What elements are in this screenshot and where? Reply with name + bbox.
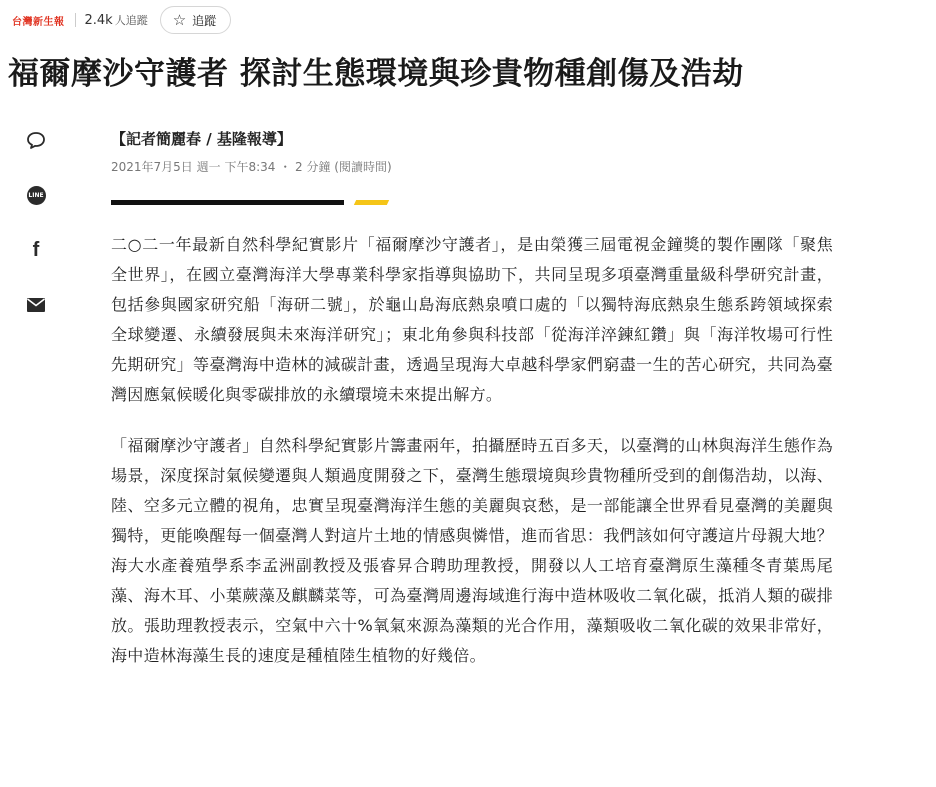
article-body (111, 230, 833, 692)
follow-button-label: 追蹤 (192, 13, 217, 28)
article-title: 福爾摩沙守護者 探討生態環境與珍貴物種創傷及浩劫 (8, 56, 744, 92)
share-sidebar (20, 124, 52, 344)
follower-label: 人追蹤 (114, 14, 148, 27)
line-icon: LINE (27, 186, 46, 205)
mail-icon (26, 297, 46, 313)
article-paragraph: 二○二一年最新自然科學紀實影片「福爾摩沙守護者」，是由榮獲三屆電視金鐘獎的製作團隊「聚焦全世界」，在國立臺灣海洋大學專業科學家指導與協助下，共同呈現多項臺灣重量級科學研究計畫，包括參與國家研究船「海研二號」，於龜山島海底熱泉噴口處的「以獨特海底熱泉生態系跨領域探索全球變遷、永續發展與未來海洋研究」；東北角參與科技部「從海洋淬鍊紅鑽」與「海洋牧場可行性先期研究」等臺灣海中造林的減碳計畫，透過呈現海大卓越科學家們窮盡一生的苦心研究，共同為臺灣因應氣候暖化與零碳排放的永續環境未來提出解方。 (111, 235, 833, 404)
rule-black-bar (111, 200, 344, 205)
comment-button[interactable] (20, 124, 52, 156)
line-share-button[interactable] (20, 179, 52, 211)
facebook-icon: f (32, 238, 40, 261)
star-icon: ☆ (172, 10, 187, 29)
divider (75, 13, 76, 27)
author-line: 【記者簡麗春 / 基隆報導】 (111, 130, 292, 148)
publisher-logo[interactable]: 台灣新生報 (12, 16, 65, 28)
article-paragraph: 「福爾摩沙守護者」自然科學紀實影片籌畫兩年，拍攝歷時五百多天，以臺灣的山林與海洋生態作為場景，深度探討氣候變遷與人類過度開發之下，臺灣生態環境與珍貴物種所受到的創傷浩劫，以海、陸、空多元立體的視角，忠實呈現臺灣海洋生態的美麗與哀愁，是一部能讓全世界看見臺灣的美麗與獨特，更能喚醒每一個臺灣人對這片土地的情感與憐惜，進而省思：我們該如何守護這片母親大地？海大水產養殖學系李孟洲副教授及張睿昇合聘助理教授，開發以人工培育臺灣原生藻種冬青葉馬尾藻、海木耳、小葉蕨藻及麒麟菜等，可為臺灣周邊海域進行海中造林吸收二氧化碳，抵消人類的碳排放。張助理教授表示，空氣中六十%氧氣來源為藻類的光合作用，藻類吸收二氧化碳的效果非常好，海中造林海藻生長的速度是種植陸生植物的好幾倍。 (111, 436, 833, 665)
section-rule (111, 199, 388, 206)
follow-button[interactable] (160, 6, 231, 34)
email-share-button[interactable] (20, 289, 52, 321)
comment-icon (26, 130, 46, 150)
publisher-bar (12, 5, 231, 35)
facebook-share-button[interactable] (20, 234, 52, 266)
publish-meta: 2021年7月5日 週一 下午8:34 ・ 2 分鐘 (閱讀時間) (111, 160, 392, 174)
rule-yellow-accent (354, 200, 389, 205)
byline (111, 128, 392, 175)
follower-count: 2.4k (84, 12, 113, 28)
